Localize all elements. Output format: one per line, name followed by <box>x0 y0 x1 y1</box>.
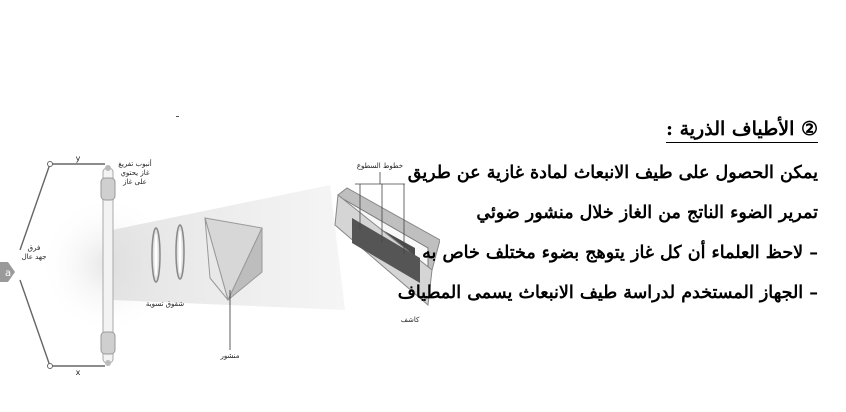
bright-lines-label: خطوط السطوع <box>356 162 404 170</box>
atomic-spectra-section <box>398 118 818 313</box>
text-line-1: يمكن الحصول على طيف الانبعاث لمادة غازية عن طريق <box>407 163 818 183</box>
x-label: x <box>75 368 81 377</box>
slits-label: شقوق تسوية <box>145 300 185 308</box>
y-label: y <box>75 154 81 163</box>
detector-label: كاشف <box>400 316 420 324</box>
side-tab-letter: a <box>5 268 12 279</box>
section-heading: ② الأطياف الذرية : <box>666 118 818 143</box>
text-line-4: – الجهاز المستخدم لدراسة طيف الانبعاث يسمى المطياف <box>397 283 818 303</box>
text-line-3: – لاحظ العلماء أن كل غاز يتوهج بضوء مختلف خاص به <box>422 243 818 263</box>
text-line-2: تمرير الضوء الناتج من الغاز خلال منشور ضوئي <box>476 203 818 223</box>
prism-label: منشور <box>220 352 240 360</box>
source-label: فرق جهد عال <box>21 244 47 261</box>
tube-label: أنبوب تفريغ غاز يحتوي على غاز <box>118 160 152 186</box>
spectroscope-figure <box>0 100 440 400</box>
